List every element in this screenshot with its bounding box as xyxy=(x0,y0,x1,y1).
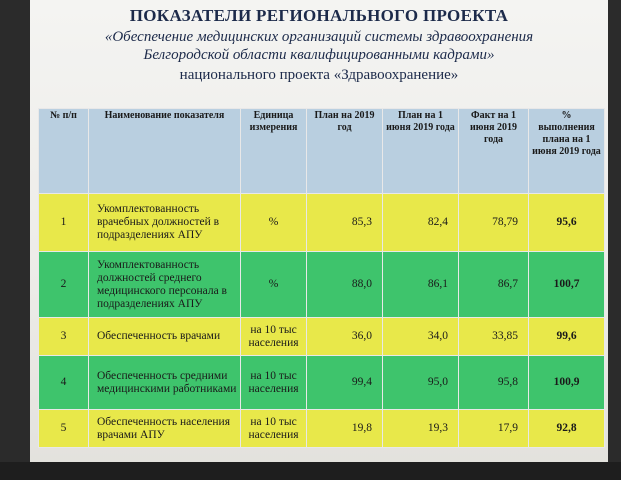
cell-number: 4 xyxy=(39,356,89,410)
table-row xyxy=(39,410,605,448)
cell-unit: на 10 тыс населения xyxy=(241,410,307,448)
cell-number: 2 xyxy=(39,252,89,318)
cell-plan-year: 36,0 xyxy=(307,318,383,356)
cell-unit: на 10 тыс населения xyxy=(241,318,307,356)
table-row xyxy=(39,194,605,252)
cell-percent: 100,9 xyxy=(529,356,605,410)
cell-number: 5 xyxy=(39,410,89,448)
cell-fact-june: 86,7 xyxy=(459,252,529,318)
cell-number: 1 xyxy=(39,194,89,252)
cell-plan-june: 95,0 xyxy=(383,356,459,410)
cell-fact-june: 33,85 xyxy=(459,318,529,356)
slide-subtitle-line2: Белгородской области квалифицированными кадрами» xyxy=(143,47,495,63)
cell-plan-year: 19,8 xyxy=(307,410,383,448)
slide-subtitle-line1: «Обеспечение медицинских организаций системы здравоохранения xyxy=(104,29,534,45)
col-header-name: Наименование показателя xyxy=(89,109,241,194)
slide-title: ПОКАЗАТЕЛИ РЕГИОНАЛЬНОГО ПРОЕКТА xyxy=(129,6,509,25)
cell-number: 3 xyxy=(39,318,89,356)
cell-unit: на 10 тыс населения xyxy=(241,356,307,410)
col-header-percent: % выполнения плана на 1 июня 2019 года xyxy=(529,109,605,194)
cell-plan-june: 82,4 xyxy=(383,194,459,252)
cell-plan-year: 88,0 xyxy=(307,252,383,318)
cell-name: Обеспеченность врачами xyxy=(89,318,241,356)
table-row xyxy=(39,318,605,356)
cell-plan-june: 34,0 xyxy=(383,318,459,356)
slide-subtitle-line3: национального проекта «Здравоохранение» xyxy=(179,67,459,83)
cell-name: Укомплектованность врачебных должностей в подразделениях АПУ xyxy=(89,194,241,252)
cell-plan-year: 99,4 xyxy=(307,356,383,410)
cell-name: Обеспеченность населения врачами АПУ xyxy=(89,410,241,448)
cell-fact-june: 95,8 xyxy=(459,356,529,410)
table-row xyxy=(39,356,605,410)
cell-percent: 100,7 xyxy=(529,252,605,318)
col-header-plan-year: План на 2019 год xyxy=(307,109,383,194)
cell-plan-year: 85,3 xyxy=(307,194,383,252)
table-header-row xyxy=(39,109,605,194)
cell-fact-june: 17,9 xyxy=(459,410,529,448)
cell-plan-june: 86,1 xyxy=(383,252,459,318)
cell-name: Обеспеченность средними медицинскими работниками xyxy=(89,356,241,410)
col-header-fact-june: Факт на 1 июня 2019 года xyxy=(459,109,529,194)
cell-name: Укомплектованность должностей среднего медицинского персонала в подразделениях АПУ xyxy=(89,252,241,318)
cell-plan-june: 19,3 xyxy=(383,410,459,448)
cell-percent: 92,8 xyxy=(529,410,605,448)
table-row xyxy=(39,252,605,318)
cell-percent: 95,6 xyxy=(529,194,605,252)
col-header-plan-june: План на 1 июня 2019 года xyxy=(383,109,459,194)
screen-bezel xyxy=(0,462,621,480)
cell-percent: 99,6 xyxy=(529,318,605,356)
col-header-number: № п/п xyxy=(39,109,89,194)
cell-unit: % xyxy=(241,194,307,252)
cell-fact-june: 78,79 xyxy=(459,194,529,252)
indicators-table xyxy=(38,108,605,448)
col-header-unit: Единица измерения xyxy=(241,109,307,194)
cell-unit: % xyxy=(241,252,307,318)
